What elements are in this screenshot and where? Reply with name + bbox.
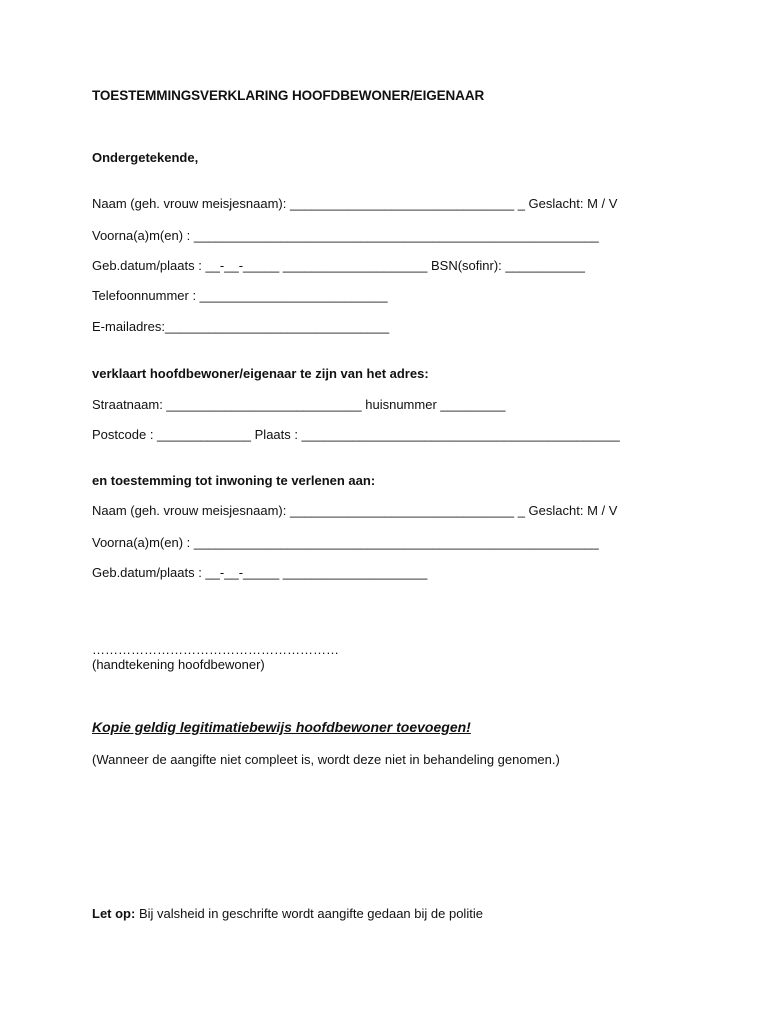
signature-label: (handtekening hoofdbewoner): [92, 657, 265, 672]
field-voornamen-2: Voorna(a)m(en) : ________________________________________________________: [92, 535, 599, 550]
field-naam-2: Naam (geh. vrouw meisjesnaam): _______________________________ _ Geslacht: M / V: [92, 503, 618, 518]
field-naam-1: Naam (geh. vrouw meisjesnaam): _______________________________ _ Geslacht: M / V: [92, 196, 618, 211]
warning-line: [92, 906, 483, 922]
signature-dots: …………………………………………………: [92, 642, 339, 657]
field-geboorte-1: Geb.datum/plaats : __-__-_____ ____________________ BSN(sofinr): ___________: [92, 258, 585, 273]
address-heading: verklaart hoofdbewoner/eigenaar te zijn van het adres:: [92, 366, 429, 381]
field-telefoon: Telefoonnummer : __________________________: [92, 288, 388, 303]
id-copy-notice: Kopie geldig legitimatiebewijs hoofdbewoner toevoegen!: [92, 719, 471, 735]
field-voornamen-1: Voorna(a)m(en) : ________________________________________________________: [92, 228, 599, 243]
warning-text: Bij valsheid in geschrifte wordt aangifte gedaan bij de politie: [135, 906, 483, 921]
consent-heading: en toestemming tot inwoning te verlenen aan:: [92, 473, 376, 488]
field-geboorte-2: Geb.datum/plaats : __-__-_____ ____________________: [92, 565, 428, 580]
document-title: TOESTEMMINGSVERKLARING HOOFDBEWONER/EIGENAAR: [92, 88, 485, 103]
field-postcode: Postcode : _____________ Plaats : ____________________________________________: [92, 427, 620, 442]
field-email: E-mailadres:_______________________________: [92, 319, 390, 334]
field-straat: Straatnaam: ___________________________ huisnummer _________: [92, 397, 506, 412]
warning-label: Let op:: [92, 906, 136, 921]
undersigned-heading: Ondergetekende,: [92, 150, 199, 165]
incomplete-notice: (Wanneer de aangifte niet compleet is, wordt deze niet in behandeling genomen.): [92, 752, 560, 767]
